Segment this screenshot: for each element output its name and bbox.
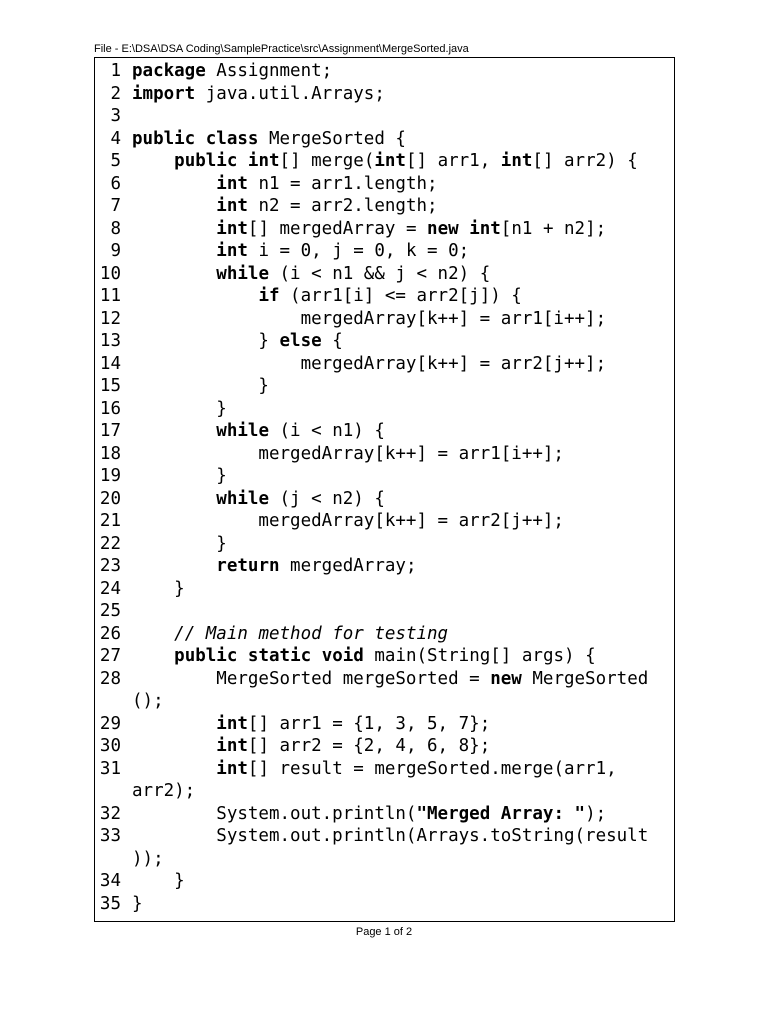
code-keyword: return — [216, 556, 280, 576]
code-line — [95, 668, 674, 691]
code-token: [n1 + n2]; — [500, 218, 607, 239]
line-number: 1 — [110, 61, 121, 81]
code-keyword: else — [279, 331, 322, 351]
code-text — [132, 690, 164, 713]
code-line — [95, 173, 674, 196]
code-line — [95, 780, 674, 803]
code-keyword: int — [216, 173, 248, 194]
code-token — [132, 556, 216, 576]
code-keyword: int — [216, 736, 248, 756]
code-token: (arr1[i] <= arr2[j]) { — [279, 286, 522, 306]
code-text — [132, 825, 648, 848]
code-token: mergedArray[k++] = arr1[i++]; — [132, 443, 564, 464]
code-line — [95, 555, 674, 578]
code-token: } — [132, 893, 143, 914]
code-keyword: void — [321, 646, 364, 666]
line-number: 32 — [99, 803, 121, 824]
code-token: MergeSorted { — [258, 128, 406, 149]
code-token: MergeSorted mergeSorted = — [132, 668, 491, 689]
code-token — [132, 489, 216, 509]
line-number: 28 — [99, 668, 121, 689]
code-token — [311, 646, 322, 666]
code-keyword: int — [216, 241, 248, 261]
line-number: 31 — [99, 758, 121, 779]
code-token: [] arr2) { — [532, 151, 638, 171]
line-number: 5 — [110, 151, 121, 171]
code-line — [95, 443, 674, 466]
code-token — [132, 736, 216, 756]
line-number: 11 — [99, 286, 121, 306]
code-token: { — [321, 331, 343, 351]
code-token — [237, 151, 248, 171]
code-listing — [94, 57, 675, 922]
code-token: } — [132, 871, 185, 891]
code-token — [237, 646, 248, 666]
code-keyword: static — [247, 646, 312, 666]
line-number: 13 — [99, 331, 121, 351]
code-keyword: public — [132, 128, 196, 149]
code-keyword: while — [216, 421, 269, 441]
code-line — [95, 398, 674, 421]
code-line — [95, 848, 674, 871]
code-token: [] arr2 = {2, 4, 6, 8}; — [247, 736, 491, 756]
code-token — [132, 714, 216, 734]
code-keyword: int — [216, 196, 248, 216]
line-number: 34 — [99, 871, 121, 891]
line-number: 6 — [110, 173, 121, 194]
code-line — [95, 510, 674, 533]
code-line — [95, 375, 674, 398]
code-lines — [95, 60, 674, 915]
code-keyword: int — [469, 218, 501, 239]
code-token — [132, 646, 174, 666]
code-token: )); — [132, 848, 164, 869]
code-token — [132, 624, 174, 644]
code-token: [] arr1, — [405, 151, 501, 171]
code-line — [95, 893, 674, 916]
line-number: 35 — [99, 893, 121, 914]
code-text — [132, 375, 269, 398]
code-token: mergedArray[k++] = arr2[j++]; — [132, 511, 564, 531]
code-line — [95, 308, 674, 331]
code-keyword: while — [216, 263, 269, 284]
code-token: mergedArray[k++] = arr2[j++]; — [132, 353, 607, 374]
code-line — [95, 195, 674, 218]
line-number: 20 — [99, 488, 121, 509]
code-line — [95, 533, 674, 556]
code-line — [95, 218, 674, 241]
code-token — [132, 759, 216, 779]
code-line — [95, 465, 674, 488]
code-text — [132, 533, 227, 556]
code-text — [132, 848, 164, 871]
code-text — [132, 173, 438, 196]
line-number: 25 — [99, 601, 121, 621]
code-text — [132, 285, 522, 308]
line-number: 15 — [99, 376, 121, 396]
code-token — [132, 174, 216, 194]
code-token: [] merge( — [279, 151, 375, 171]
code-token — [195, 129, 206, 149]
code-text — [132, 870, 185, 893]
code-comment: // Main method for testing — [174, 623, 449, 644]
code-keyword: public — [174, 151, 238, 171]
code-token: ); — [585, 803, 607, 824]
line-number: 21 — [99, 511, 121, 531]
code-text — [132, 420, 385, 443]
code-token — [132, 264, 216, 284]
code-line — [95, 128, 674, 151]
code-keyword: class — [205, 128, 259, 149]
code-text — [132, 330, 343, 353]
code-keyword: int — [216, 713, 248, 734]
code-token: n1 = arr1.length; — [247, 173, 438, 194]
code-text — [132, 195, 438, 218]
code-text — [132, 60, 332, 83]
line-number: 24 — [99, 578, 121, 599]
code-line — [95, 735, 674, 758]
code-text — [132, 578, 185, 601]
line-number: 18 — [99, 443, 121, 464]
line-number: 8 — [110, 218, 121, 239]
line-number: 16 — [99, 398, 121, 419]
code-token: } — [132, 466, 227, 486]
code-line — [95, 758, 674, 781]
code-token — [132, 241, 216, 261]
code-text — [132, 83, 385, 106]
code-text — [132, 780, 195, 803]
line-number: 14 — [99, 353, 121, 374]
code-line — [95, 690, 674, 713]
code-text — [132, 645, 596, 668]
code-keyword: int — [500, 151, 533, 171]
code-token — [132, 151, 174, 171]
code-text — [132, 555, 416, 578]
line-number: 33 — [99, 826, 121, 846]
code-line — [95, 645, 674, 668]
code-text — [132, 443, 564, 466]
page-number: Page 1 of 2 — [355, 926, 413, 938]
code-token: } — [132, 376, 269, 396]
line-number: 7 — [110, 196, 121, 216]
code-keyword: public — [174, 646, 238, 666]
line-number: 23 — [99, 556, 121, 576]
code-text — [132, 668, 648, 691]
line-number: 19 — [99, 466, 121, 486]
line-number: 26 — [99, 623, 121, 644]
code-token — [132, 286, 258, 306]
line-number: 2 — [110, 83, 121, 104]
line-number: 3 — [110, 106, 121, 126]
code-line — [95, 825, 674, 848]
code-line — [95, 713, 674, 736]
code-keyword: package — [132, 61, 206, 81]
code-keyword: new — [427, 218, 459, 239]
code-line — [95, 600, 674, 623]
code-line — [95, 150, 674, 173]
code-text — [132, 488, 385, 511]
code-line — [95, 105, 674, 128]
code-line — [95, 83, 674, 106]
code-token: (i < n1) { — [268, 421, 385, 441]
code-keyword: while — [216, 488, 269, 509]
code-token: System.out.println(Arrays.toString(result — [132, 826, 649, 846]
line-number: 17 — [99, 421, 121, 441]
code-token: (j < n2) { — [268, 488, 385, 509]
code-line — [95, 420, 674, 443]
line-number: 4 — [110, 128, 121, 149]
code-text — [132, 240, 469, 263]
code-text — [132, 353, 606, 376]
code-text — [132, 465, 227, 488]
code-text — [132, 713, 490, 736]
file-path-header: File - E:\DSA\DSA Coding\SamplePractice\src\Assignment\MergeSorted.java — [94, 43, 469, 55]
code-token: java.util.Arrays; — [195, 83, 385, 104]
code-line — [95, 803, 674, 826]
code-text — [132, 510, 564, 533]
code-line — [95, 263, 674, 286]
line-number: 29 — [99, 713, 121, 734]
line-number: 22 — [99, 533, 121, 554]
code-token: (i < n1 && j < n2) { — [268, 263, 491, 284]
code-keyword: "Merged Array: " — [416, 803, 586, 824]
line-number: 30 — [99, 736, 121, 756]
code-token — [132, 196, 216, 216]
code-token: i = 0, j = 0, k = 0; — [247, 241, 470, 261]
code-line — [95, 353, 674, 376]
code-token — [132, 421, 216, 441]
code-text — [132, 308, 606, 331]
code-line — [95, 240, 674, 263]
code-token: arr2); — [132, 781, 196, 801]
code-text — [132, 128, 406, 151]
code-token: mergedArray[k++] = arr1[i++]; — [132, 308, 607, 329]
code-keyword: if — [258, 286, 280, 306]
code-token: mergedArray; — [279, 556, 417, 576]
code-line — [95, 870, 674, 893]
code-text — [132, 893, 143, 916]
code-token: [] arr1 = {1, 3, 5, 7}; — [247, 713, 491, 734]
code-line — [95, 578, 674, 601]
code-line — [95, 488, 674, 511]
code-token: (); — [132, 691, 164, 711]
code-text — [132, 218, 606, 241]
code-token — [459, 219, 470, 239]
code-text — [132, 263, 490, 286]
code-text — [132, 735, 490, 758]
code-text — [132, 398, 227, 421]
line-number: 27 — [99, 646, 121, 666]
code-text — [132, 803, 606, 826]
line-number: 12 — [99, 308, 121, 329]
code-keyword: int — [247, 151, 280, 171]
code-token: } — [132, 331, 280, 351]
code-token: MergeSorted — [521, 668, 649, 689]
code-keyword: int — [374, 151, 406, 171]
code-token: [] result = mergeSorted.merge(arr1, — [247, 758, 617, 779]
code-token: [] mergedArray = — [247, 218, 428, 239]
code-text — [132, 758, 617, 781]
code-token: n2 = arr2.length; — [247, 196, 438, 216]
code-token: } — [132, 533, 227, 554]
code-token: } — [132, 398, 227, 419]
code-token: Assignment; — [205, 61, 333, 81]
code-text — [132, 623, 448, 646]
code-keyword: import — [132, 83, 196, 104]
code-token: main(String[] args) { — [363, 646, 596, 666]
code-line — [95, 285, 674, 308]
code-line — [95, 330, 674, 353]
line-number: 10 — [99, 263, 121, 284]
code-token: System.out.println( — [132, 803, 417, 824]
code-keyword: new — [490, 668, 522, 689]
code-line — [95, 623, 674, 646]
code-text — [132, 150, 638, 173]
code-line — [95, 60, 674, 83]
code-keyword: int — [216, 218, 248, 239]
code-token: } — [132, 578, 185, 599]
line-number: 9 — [110, 241, 121, 261]
code-token — [132, 219, 216, 239]
code-keyword: int — [216, 758, 248, 779]
